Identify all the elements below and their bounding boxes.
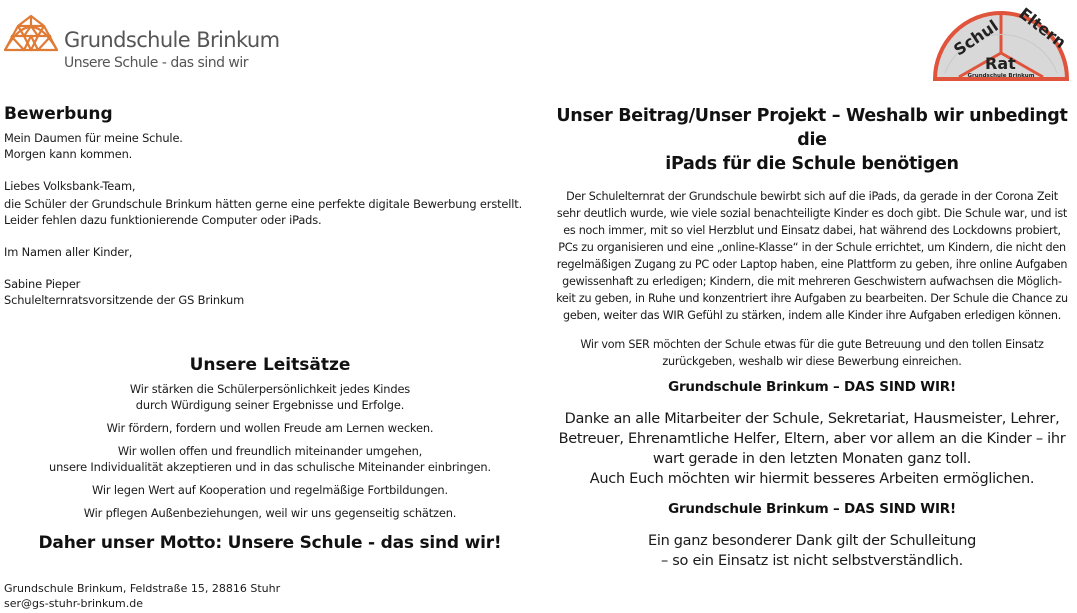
text-line: Leider fehlen dazu funktionierende Computer oder iPads. xyxy=(4,213,322,227)
footer-email: ser@gs-stuhr-brinkum.de xyxy=(4,597,143,610)
schulelternrat-logo xyxy=(931,3,1071,83)
application-title: Bewerbung xyxy=(4,104,113,124)
principle-item: Wir wollen offen und freundlich miteinander umgehen, unsere Individualität akzeptieren und in das schulische Miteinander einbringen. xyxy=(49,444,491,474)
motto: Daher unser Motto: Unsere Schule - das sind wir! xyxy=(38,533,502,553)
application-section xyxy=(4,104,534,308)
school-name: Grundschule Brinkum xyxy=(64,28,280,52)
leadership-thanks-paragraph: Ein ganz besonderer Dank gilt der Schulleitung – so ein Einsatz ist nicht selbstverständlich. xyxy=(647,533,977,569)
slogan-heading: Grundschule Brinkum – DAS SIND WIR! xyxy=(668,379,956,395)
project-title: Unser Beitrag/Unser Projekt – Weshalb wir unbedingt die iPads für die Schule benötigen xyxy=(556,106,1068,174)
slogan-heading: Grundschule Brinkum – DAS SIND WIR! xyxy=(668,501,956,517)
text-line: Im Namen aller Kinder, xyxy=(4,245,133,259)
school-logo xyxy=(4,12,280,74)
text-line: Morgen kann kommen. xyxy=(4,147,133,161)
principle-item: Wir legen Wert auf Kooperation und regelmäßige Fortbildungen. xyxy=(92,483,448,497)
ser-logo-rat-text: Rat xyxy=(985,54,1016,73)
footer-address: Grundschule Brinkum, Feldstraße 15, 28816 Stuhr xyxy=(4,582,281,595)
principle-item: Wir fördern, fordern und wollen Freude am Lernen wecken. xyxy=(106,421,434,435)
ser-logo-caption: Grundschule Brinkum xyxy=(967,73,1035,79)
geodesic-dome-icon xyxy=(4,14,58,52)
guiding-principles-section xyxy=(0,355,540,528)
ser-logo-eltern-text: Eltern xyxy=(1015,3,1070,53)
principle-item: Wir pflegen Außenbeziehungen, weil wir uns gegenseitig schätzen. xyxy=(83,506,457,520)
salutation: Liebes Volksbank-Team, xyxy=(4,179,136,193)
thanks-paragraph: Danke an alle Mitarbeiter der Schule, Sekretariat, Hausmeister, Lehrer, Betreuer, Ehrenamtliche Helfer, Eltern, aber vor allem an die Kinder – ihr wart gerade in den letzten Monaten ganz toll. Auch Euch möchten wir hiermit besseres Arbeiten ermöglichen. xyxy=(558,411,1066,487)
school-slogan: Unsere Schule - das sind wir xyxy=(64,55,249,71)
signature-role: Schulelternratsvorsitzende der GS Brinkum xyxy=(4,293,245,307)
text-line: Mein Daumen für meine Schule. xyxy=(4,131,183,145)
project-paragraph: Wir vom SER möchten der Schule etwas für die gute Betreuung und den tollen Einsatz zurückgeben, weshalb wir diese Bewerbung einreichen. xyxy=(580,338,1044,368)
project-section xyxy=(548,104,1076,583)
footer xyxy=(4,581,280,611)
project-paragraph: Der Schulelternrat der Grundschule bewirbt sich auf die iPads, da gerade in der Corona Zeit sehr deutlich wurde, wie viele sozial benachteiligte Kinder es doch gibt. Die Schule war, und ist es noch immer, mit so viel Herzblut und Einsatz dabei, hat während des Lockdowns probiert, PCs zu organisieren und eine „online-Klasse“ in der Schule errichtet, um Kindern, die nicht den regelmäßigen Zugang zu PC oder Laptop haben, eine Plattform zu geben, ihre online Aufgaben gewissenhaft zu erledigen; Kindern, die mit mehreren Geschwistern aufwachsen die Möglich- keit zu geben, in Ruhe und konzentriert ihre Aufgaben zu bearbeiten. Der Schule die Chance zu geben, weiter das WIR Gefühl zu stärken, indem alle Kinder ihre Aufgaben erledigen können. xyxy=(556,190,1068,322)
guiding-principles-title: Unsere Leitsätze xyxy=(189,355,351,375)
principle-item: Wir stärken die Schülerpersönlichkeit jedes Kindes durch Würdigung seiner Ergebnisse und Erfolge. xyxy=(129,382,411,412)
ser-logo-schul-text: Schul xyxy=(950,16,1002,60)
signature-name: Sabine Pieper xyxy=(4,277,81,291)
text-line: die Schüler der Grundschule Brinkum hätten gerne eine perfekte digitale Bewerbung erstellt. xyxy=(4,197,523,211)
